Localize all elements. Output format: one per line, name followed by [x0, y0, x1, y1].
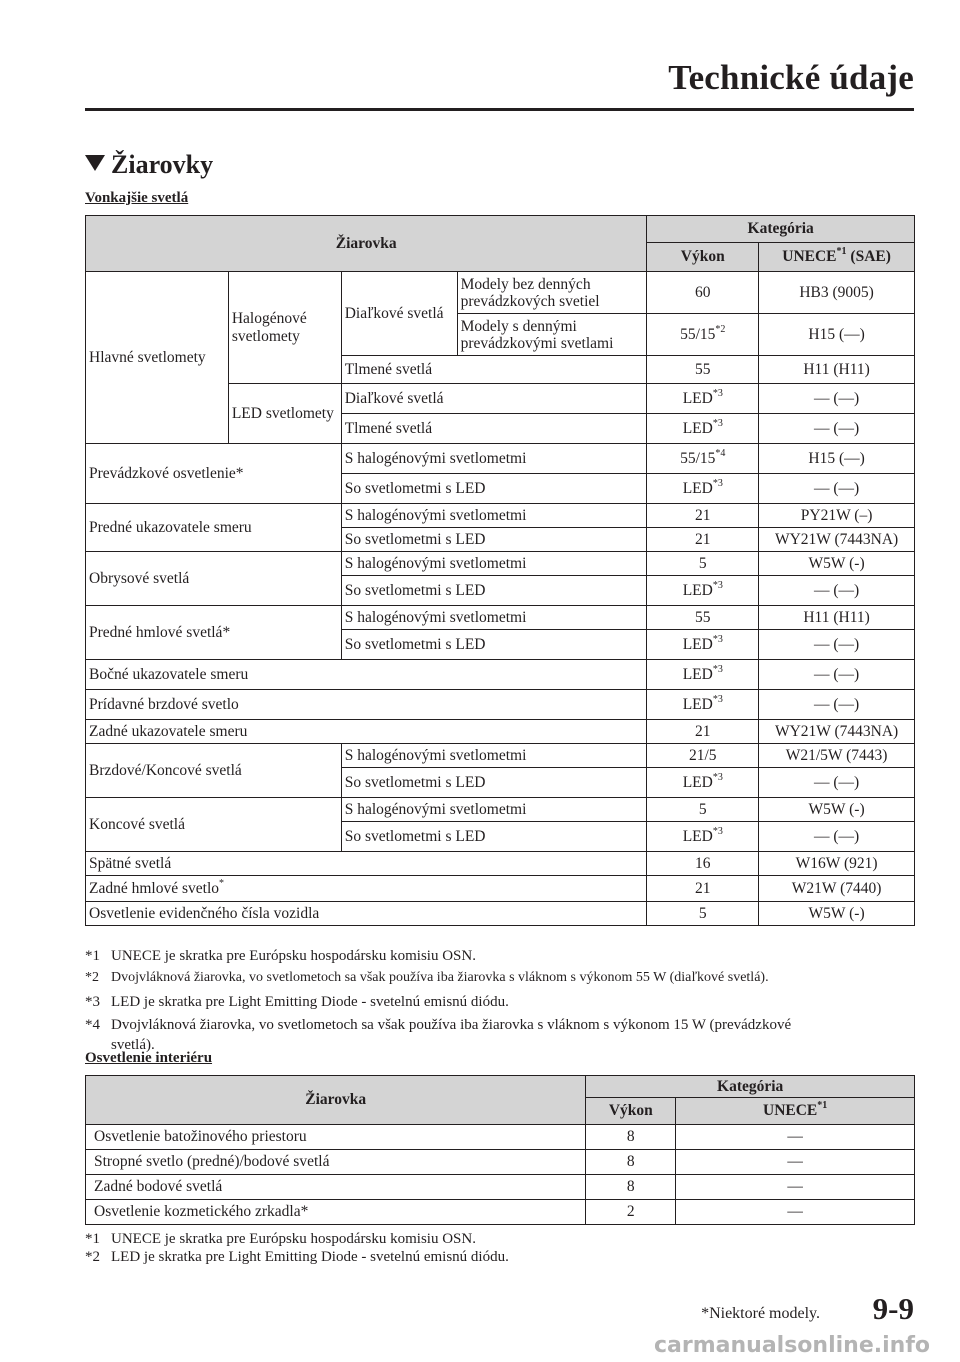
cell-lamp: Stropné svetlo (predné)/bodové svetlá [86, 1150, 586, 1175]
power-text: LED [682, 665, 713, 683]
cell-variant: S halogénovými svetlometmi [341, 798, 647, 822]
cell-power: 60 [647, 272, 759, 314]
cell-standard: — [676, 1175, 915, 1200]
cell-variant: S halogénovými svetlometmi [341, 444, 647, 474]
table-row [86, 798, 915, 822]
power-text: LED [682, 389, 713, 407]
header-rule [85, 108, 914, 111]
cell-power [647, 314, 759, 356]
cell-power: 21 [647, 528, 759, 552]
table-row [86, 720, 915, 744]
footnote-marker: *4 [85, 1017, 100, 1033]
power-sup: *2 [715, 323, 726, 335]
cell-variant: Diaľkové svetlá [341, 272, 457, 356]
footnote-text: UNECE je skratka pre Európsku hospodársku komisiu OSN. [111, 1231, 476, 1247]
cell-standard: — [676, 1150, 915, 1175]
cell-power: 2 [586, 1200, 676, 1225]
watermark: carmanualsonline.info [654, 1333, 930, 1358]
footnote [85, 946, 915, 966]
cell-standard: H15 (—) [759, 314, 915, 356]
power-text: 55/15 [680, 449, 716, 467]
section-title-text: Žiarovky [111, 150, 214, 179]
table-row [86, 504, 915, 528]
table-row [86, 690, 915, 720]
cell-standard: — (—) [759, 474, 915, 504]
cell-power [647, 768, 759, 798]
cell-standard: PY21W (–) [759, 504, 915, 528]
cell-power: 21 [647, 876, 759, 902]
power-text: LED [682, 773, 713, 791]
cell-power: 8 [586, 1175, 676, 1200]
power-sup: *3 [712, 633, 723, 645]
power-sup: *4 [715, 447, 726, 459]
table-row [86, 552, 915, 576]
footnote-marker: *1 [85, 1231, 100, 1247]
cell-lamp: Osvetlenie kozmetického zrkadla* [86, 1200, 586, 1225]
header-power: Výkon [647, 243, 759, 272]
cell-power [647, 576, 759, 606]
cell-power [647, 630, 759, 660]
cell-power [647, 660, 759, 690]
footnote-marker: *3 [85, 994, 100, 1010]
cell-lamp: Prídavné brzdové svetlo [86, 690, 647, 720]
lamp-sup: * [219, 877, 224, 889]
exterior-notes [85, 946, 915, 1055]
interior-subtitle: Osvetlenie interiéru [85, 1050, 213, 1066]
page-number: 9-9 [872, 1291, 914, 1326]
table-row [86, 444, 915, 474]
cell-lamp: Zadné bodové svetlá [86, 1175, 586, 1200]
cell-variant: So svetlometmi s LED [341, 822, 647, 852]
power-text: LED [682, 695, 713, 713]
cell-variant: Diaľkové svetlá [341, 384, 647, 414]
cell-standard: W21W (7440) [759, 876, 915, 902]
power-text: LED [682, 827, 713, 845]
cell-power [647, 690, 759, 720]
cell-standard: W21/5W (7443) [759, 744, 915, 768]
table-row [86, 744, 915, 768]
cell-lamp: Prevádzkové osvetlenie* [86, 444, 342, 504]
cell-power [647, 444, 759, 474]
power-sup: *3 [712, 693, 723, 705]
footnote [85, 992, 915, 1012]
cell-lamp: Brzdové/Koncové svetlá [86, 744, 342, 798]
cell-variant: S halogénovými svetlometmi [341, 504, 647, 528]
cell-power: 5 [647, 902, 759, 926]
footnote-text: Dvojvláknová žiarovka, vo svetlometoch sa však používa iba žiarovka s vláknom s výkonom 15 W (prevádzkové svetlá). [111, 1017, 792, 1053]
footnote-marker: *1 [85, 948, 100, 964]
footnote-marker: *2 [85, 1249, 100, 1265]
cell-standard: H11 (H11) [759, 356, 915, 384]
lamp-text: Zadné hmlové svetlo [89, 879, 219, 897]
cell-variant: So svetlometmi s LED [341, 528, 647, 552]
power-text: LED [682, 479, 713, 497]
cell-standard: — (—) [759, 660, 915, 690]
footnote-text: Dvojvláknová žiarovka, vo svetlometoch sa však používa iba žiarovka s vláknom s výkonom 55 W (diaľkové svetlá). [111, 970, 769, 985]
cell-lamp: Hlavné svetlomety [86, 272, 229, 444]
cell-lamp: Osvetlenie evidenčného čísla vozidla [86, 902, 647, 926]
cell-power: 8 [586, 1125, 676, 1150]
cell-standard: — [676, 1200, 915, 1225]
header-power: Výkon [586, 1098, 676, 1125]
cell-power: 8 [586, 1150, 676, 1175]
cell-power: 5 [647, 552, 759, 576]
footer-note: *Niektoré modely. [701, 1305, 820, 1322]
exterior-subtitle: Vonkajšie svetlá [85, 190, 189, 206]
power-text: LED [682, 581, 713, 599]
power-sup: *3 [712, 825, 723, 837]
header-standard-sup: *1 [836, 246, 847, 257]
cell-variant: Tlmené svetlá [341, 414, 647, 444]
power-sup: *3 [712, 417, 723, 429]
header-standard-suffix: (SAE) [846, 248, 891, 265]
cell-variant: S halogénovými svetlometmi [341, 552, 647, 576]
page-header-title: Technické údaje [668, 58, 914, 97]
power-sup: *3 [712, 663, 723, 675]
table-header-row [86, 1076, 915, 1098]
cell-standard: W5W (-) [759, 798, 915, 822]
footnote [85, 1230, 915, 1248]
cell-power: 55 [647, 606, 759, 630]
table-row [86, 876, 915, 902]
cell-standard: — (—) [759, 384, 915, 414]
cell-lamp: Predné hmlové svetlá* [86, 606, 342, 660]
header-standard [759, 243, 915, 272]
cell-standard: — (—) [759, 690, 915, 720]
table-row [86, 660, 915, 690]
triangle-down-icon [85, 155, 105, 171]
footnote-text: UNECE je skratka pre Európsku hospodársku komisiu OSN. [111, 948, 476, 964]
cell-power: 21/5 [647, 744, 759, 768]
cell-standard: — (—) [759, 630, 915, 660]
cell-lamp: Osvetlenie batožinového priestoru [86, 1125, 586, 1150]
cell-variant: S halogénovými svetlometmi [341, 606, 647, 630]
cell-variant: Tlmené svetlá [341, 356, 647, 384]
cell-standard: — (—) [759, 576, 915, 606]
exterior-lights-table [85, 215, 915, 926]
cell-standard: — (—) [759, 822, 915, 852]
cell-power [647, 822, 759, 852]
cell-lamp: Spätné svetlá [86, 852, 647, 876]
footnote-text: LED je skratka pre Light Emitting Diode - svetelnú emisnú diódu. [111, 994, 509, 1010]
power-sup: *3 [712, 771, 723, 783]
table-row [86, 1175, 915, 1200]
cell-standard: W5W (-) [759, 552, 915, 576]
cell-lamp [86, 876, 647, 902]
cell-lamp: Zadné ukazovatele smeru [86, 720, 647, 744]
power-text: LED [682, 635, 713, 653]
header-standard-text: UNECE [763, 1102, 818, 1119]
cell-standard: H15 (—) [759, 444, 915, 474]
cell-power: 21 [647, 504, 759, 528]
cell-standard: — [676, 1125, 915, 1150]
cell-power [647, 414, 759, 444]
power-sup: *3 [712, 387, 723, 399]
footnote [85, 1248, 915, 1266]
cell-power: 55 [647, 356, 759, 384]
power-text: LED [682, 419, 713, 437]
footnote-marker: *2 [85, 970, 99, 985]
header-standard-text: UNECE [782, 248, 837, 265]
cell-variant: So svetlometmi s LED [341, 630, 647, 660]
interior-lights-table [85, 1075, 915, 1225]
cell-lamp: Koncové svetlá [86, 798, 342, 852]
cell-lamp: Obrysové svetlá [86, 552, 342, 606]
cell-standard: W5W (-) [759, 902, 915, 926]
header-category: Kategória [647, 216, 915, 243]
header-bulb: Žiarovka [86, 1076, 586, 1125]
cell-standard: WY21W (7443NA) [759, 528, 915, 552]
header-bulb: Žiarovka [86, 216, 647, 272]
power-sup: *3 [712, 579, 723, 591]
table-row [86, 1125, 915, 1150]
cell-variant: S halogénovými svetlometmi [341, 744, 647, 768]
table-row [86, 902, 915, 926]
footnote-text: LED je skratka pre Light Emitting Diode - svetelnú emisnú diódu. [111, 1249, 509, 1265]
cell-variant: So svetlometmi s LED [341, 576, 647, 606]
cell-standard: HB3 (9005) [759, 272, 915, 314]
power-text: 55/15 [680, 325, 716, 343]
cell-model: Modely s dennými prevádzkovými svetlami [457, 314, 647, 356]
cell-standard: H11 (H11) [759, 606, 915, 630]
cell-variant: So svetlometmi s LED [341, 768, 647, 798]
cell-power [647, 384, 759, 414]
cell-standard: — (—) [759, 768, 915, 798]
cell-power: 5 [647, 798, 759, 822]
table-row [86, 606, 915, 630]
table-row [86, 852, 915, 876]
cell-standard: W16W (921) [759, 852, 915, 876]
cell-standard: WY21W (7443NA) [759, 720, 915, 744]
table-header-row [86, 216, 915, 243]
header-category: Kategória [586, 1076, 915, 1098]
cell-model: Modely bez denných prevádzkových svetiel [457, 272, 647, 314]
interior-notes [85, 1230, 915, 1266]
cell-type: LED svetlomety [228, 384, 341, 444]
section-title [85, 150, 213, 180]
cell-standard: — (—) [759, 414, 915, 444]
cell-lamp: Bočné ukazovatele smeru [86, 660, 647, 690]
header-standard-sup: *1 [817, 1100, 828, 1111]
cell-lamp: Predné ukazovatele smeru [86, 504, 342, 552]
cell-power [647, 474, 759, 504]
footnote [85, 1015, 915, 1055]
power-sup: *3 [712, 477, 723, 489]
table-row [86, 1150, 915, 1175]
header-standard [676, 1098, 915, 1125]
cell-variant: So svetlometmi s LED [341, 474, 647, 504]
table-row [86, 272, 915, 314]
cell-power: 21 [647, 720, 759, 744]
table-row [86, 1200, 915, 1225]
footnote [85, 968, 915, 988]
cell-type: Halogénové svetlomety [228, 272, 341, 384]
cell-power: 16 [647, 852, 759, 876]
